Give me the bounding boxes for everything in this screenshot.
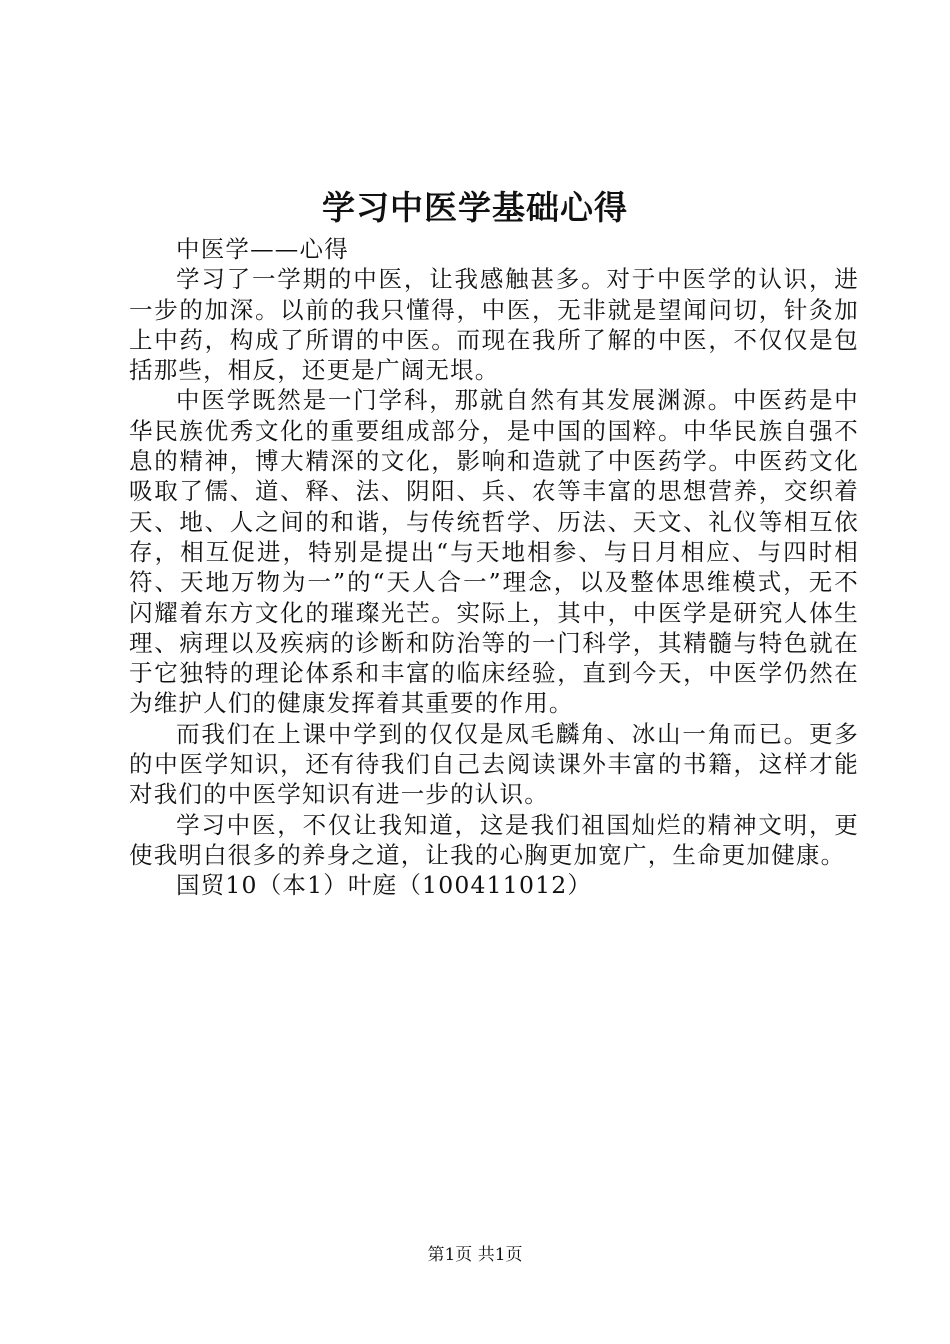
paragraph-author: 国贸10（本1）叶庭（100411012） xyxy=(176,871,593,900)
paragraph-learning: 而我们在上课中学到的仅仅是凤毛麟角、冰山一角而已。更多的中医学知识，还有待我们自己去阅读课外丰富的书籍，这样才能对我们的中医学知识有进一步的认识。 xyxy=(129,719,859,809)
document-title: 学习中医学基础心得 xyxy=(322,188,628,227)
paragraph-intro: 学习了一学期的中医，让我感触甚多。对于中医学的认识，进一步的加深。以前的我只懂得，中医，无非就是望闻问切，针灸加上中药，构成了所谓的中医。而现在我所了解的中医，不仅仅是包括那些，相反，还更是广阔无垠。 xyxy=(129,265,859,385)
document-body xyxy=(129,234,859,901)
paragraph-conclusion: 学习中医，不仅让我知道，这是我们祖国灿烂的精神文明，更使我明白很多的养身之道，让我的心胸更加宽广，生命更加健康。 xyxy=(129,810,859,869)
paragraph-history: 中医学既然是一门学科，那就自然有其发展渊源。中医药是中华民族优秀文化的重要组成部分，是中国的国粹。中华民族自强不息的精神，博大精深的文化，影响和造就了中医药学。中医药文化吸取了儒、道、释、法、阴阳、兵、农等丰富的思想营养，交织着天、地、人之间的和谐，与传统哲学、历法、天文、礼仪等相互依存，相互促进，特别是提出“与天地相参、与日月相应、与四时相符、天地万物为一”的“天人合一”理念，以及整体思维模式，无不闪耀着东方文化的璀璨光芒。实际上，其中，中医学是研究人体生理、病理以及疾病的诊断和防治等的一门科学，其精髓与特色就在于它独特的理论体系和丰富的临床经验，直到今天，中医学仍然在为维护人们的健康发挥着其重要的作用。 xyxy=(129,386,859,718)
page-footer: 第1页 共1页 xyxy=(427,1245,523,1265)
paragraph-subtitle: 中医学——心得 xyxy=(176,235,349,263)
